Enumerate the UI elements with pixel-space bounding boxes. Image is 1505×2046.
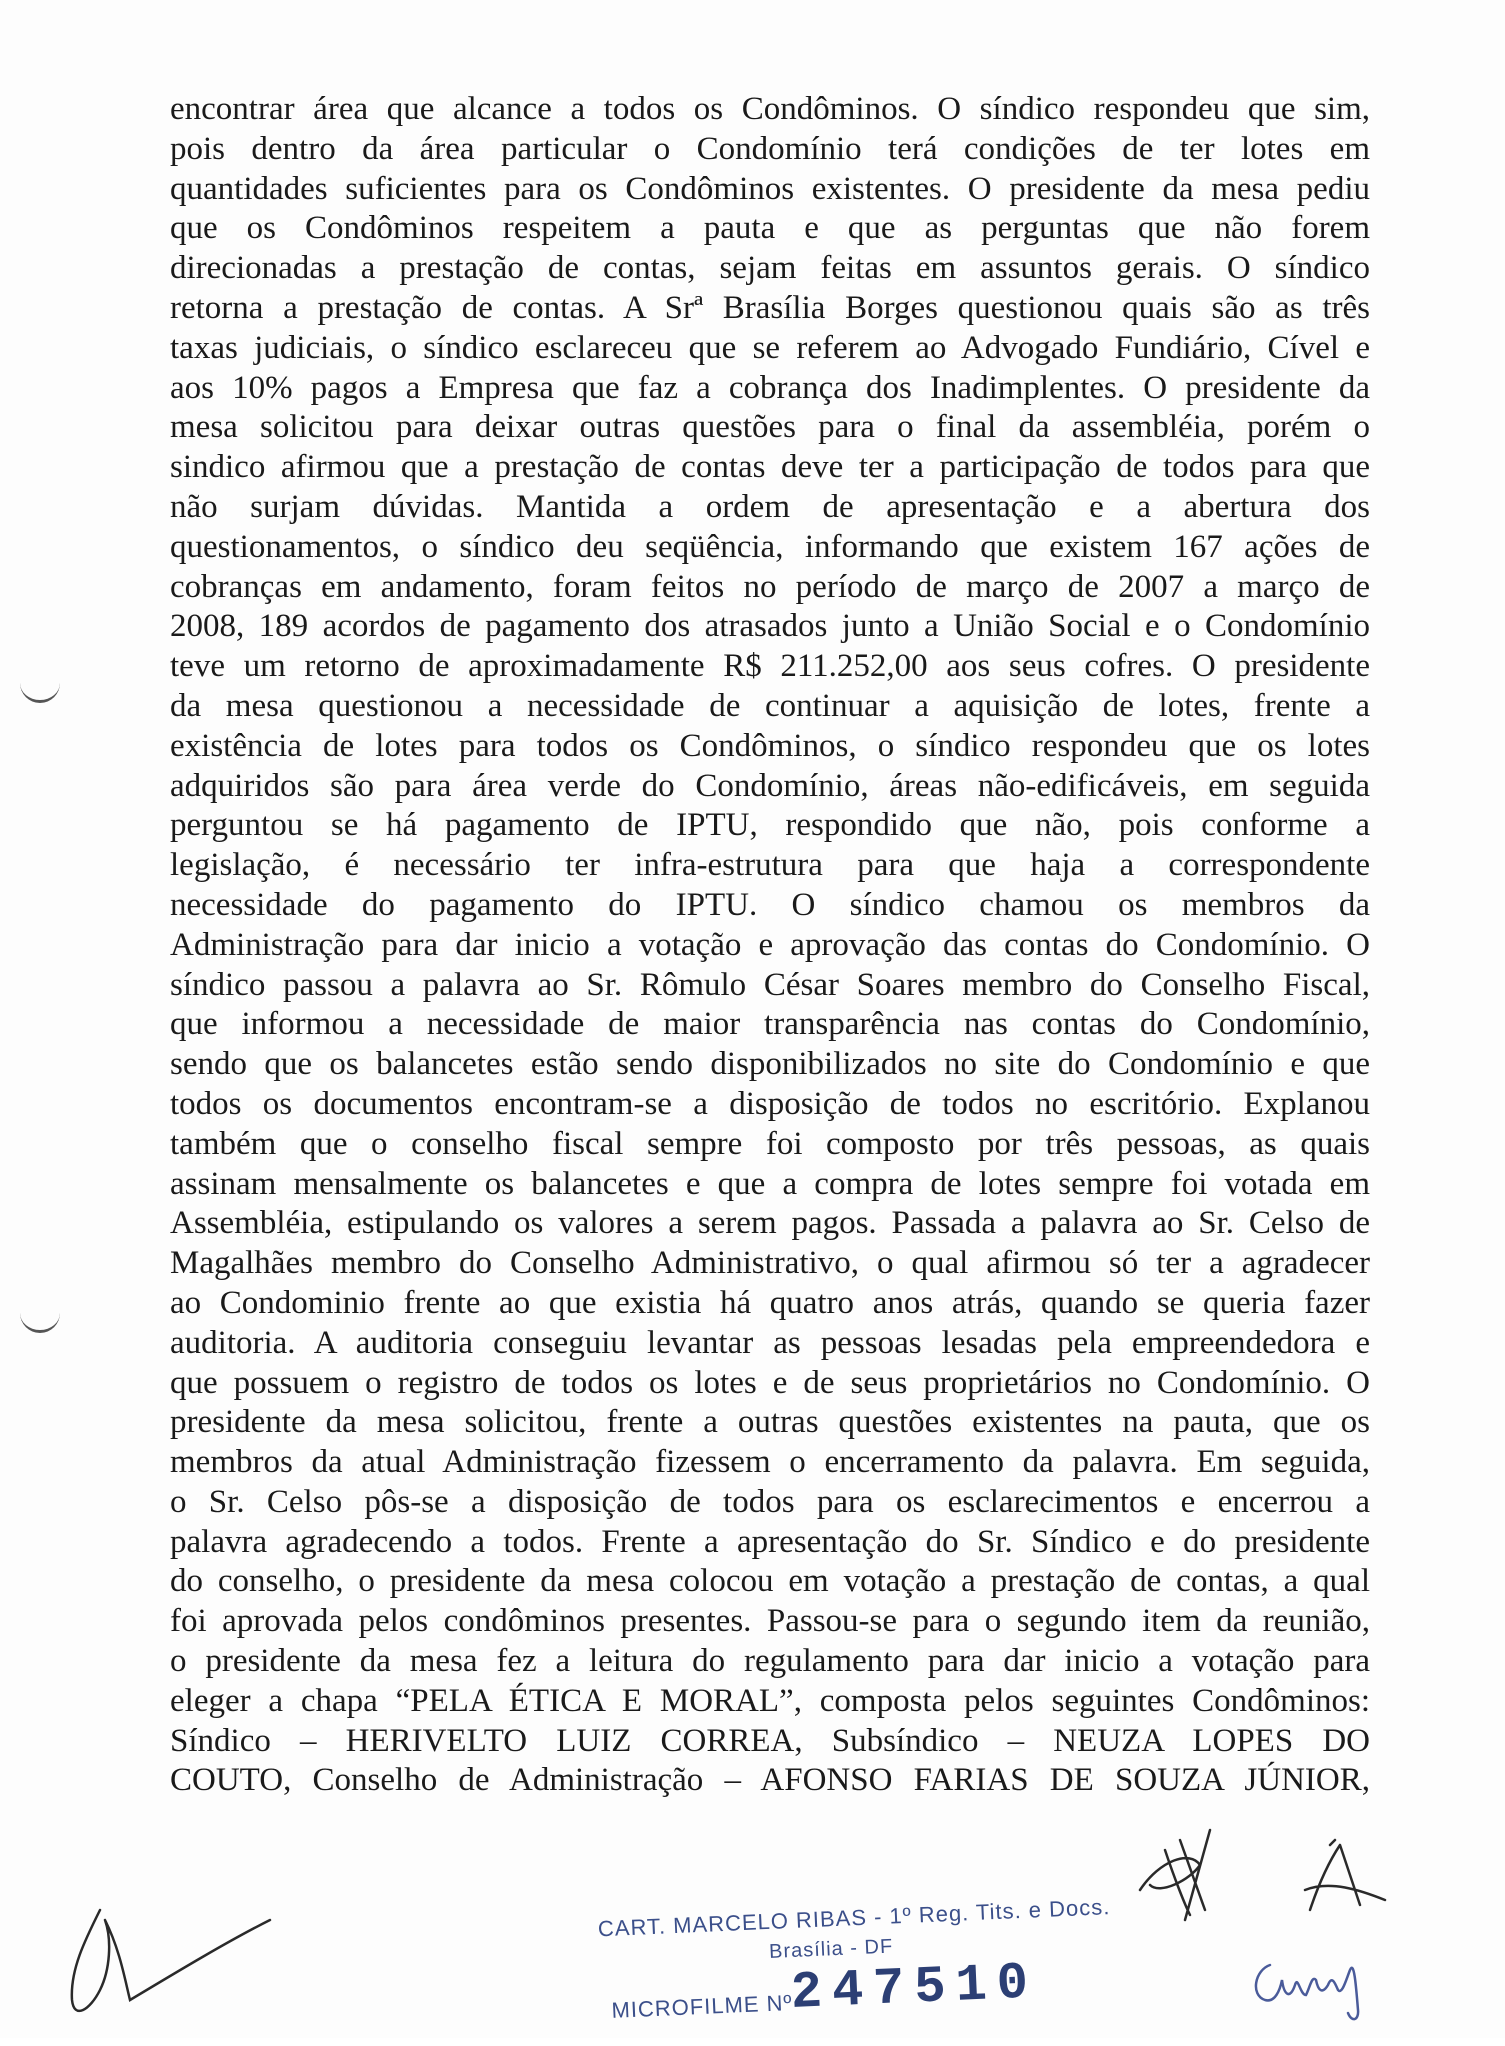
text-line: teve um retorno de aproximadamente R$ 211.252,00 aos seus cofres. O presidente [170,648,1370,685]
text-line: assinam mensalmente os balancetes e que a compra de lotes sempre foi votada em [170,1165,1370,1202]
text-line: não surjam dúvidas. Mantida a ordem de apresentação e a abertura dos [170,488,1370,525]
text-line: presidente da mesa solicitou, frente a outras questões existentes na pauta, que os [170,1404,1370,1441]
signature-left-icon [30,1880,290,2030]
signature-blue-icon [1240,1925,1420,2025]
text-line: mesa solicitou para deixar outras questões para o final da assembléia, porém o [170,409,1370,446]
text-line: perguntou se há pagamento de IPTU, respondido que não, pois conforme a [170,807,1370,844]
stamp-city: Brasília - DF [768,1935,894,1963]
text-line: Administração para dar inicio a votação e aprovação das contas do Condomínio. O [170,926,1370,963]
text-line: que os Condôminos respeitem a pauta e que as perguntas que não forem [170,210,1370,247]
text-line: cobranças em andamento, foram feitos no período de março de 2007 a março de [170,568,1370,605]
text-line: palavra agradecendo a todos. Frente a apresentação do Sr. Síndico e do presidente [170,1523,1370,1560]
text-line: foi aprovada pelos condôminos presentes. Passou-se para o segundo item da reunião, [170,1603,1370,1640]
punch-hole-mark [20,680,60,703]
signature-initials-icon [1130,1820,1290,1930]
registry-stamp [597,1894,1122,2046]
text-line: ao Condominio frente ao que existia há quatro anos atrás, quando se queria fazer [170,1284,1370,1321]
text-line: aos 10% pagos a Empresa que faz a cobrança dos Inadimplentes. O presidente da [170,369,1370,406]
text-line: direcionadas a prestação de contas, sejam feitas em assuntos gerais. O síndico [170,250,1370,287]
text-line: quantidades suficientes para os Condôminos existentes. O presidente da mesa pediu [170,170,1370,207]
text-line: síndico passou a palavra ao Sr. Rômulo César Soares membro do Conselho Fiscal, [170,966,1370,1003]
text-line: do conselho, o presidente da mesa colocou em votação a prestação de contas, a qual [170,1563,1370,1600]
text-line: pois dentro da área particular o Condomínio terá condições de ter lotes em [170,130,1370,167]
text-line: taxas judiciais, o síndico esclareceu que se referem ao Advogado Fundiário, Cível e [170,329,1370,366]
text-line: que possuem o registro de todos os lotes e de seus proprietários no Condomínio. O [170,1364,1370,1401]
document-body [170,90,1370,1801]
text-line: que informou a necessidade de maior transparência nas contas do Condomínio, [170,1006,1370,1043]
text-line: encontrar área que alcance a todos os Condôminos. O síndico respondeu que sim, [170,91,1370,127]
text-line: da mesa questionou a necessidade de continuar a aquisição de lotes, frente a [170,687,1370,724]
text-line: o presidente da mesa fez a leitura do regulamento para dar inicio a votação para [170,1643,1370,1680]
text-line: existência de lotes para todos os Condôminos, o síndico respondeu que os lotes [170,727,1370,764]
punch-hole-mark [20,1310,60,1333]
text-line: todos os documentos encontram-se a disposição de todos no escritório. Explanou [170,1085,1370,1122]
text-line: necessidade do pagamento do IPTU. O síndico chamou os membros da [170,886,1370,923]
text-line: Assembléia, estipulando os valores a serem pagos. Passada a palavra ao Sr. Celso de [170,1205,1370,1242]
text-line: retorna a prestação de contas. A Srª Brasília Borges questionou quais são as três [170,289,1370,326]
stamp-microfilm-label: MICROFILME Nº [610,1989,794,2023]
text-line: também que o conselho fiscal sempre foi composto por três pessoas, as quais [170,1125,1370,1162]
text-line: sendo que os balancetes estão sendo disponibilizados no site do Condomínio e que [170,1046,1370,1083]
text-line: COUTO, Conselho de Administração – AFONSO FARIAS DE SOUZA JÚNIOR, [170,1762,1370,1799]
text-line: adquiridos são para área verde do Condomínio, áreas não-edificáveis, em seguida [170,767,1370,804]
text-line: auditoria. A auditoria conseguiu levantar as pessoas lesadas pela empreendedora e [170,1324,1370,1361]
text-line: Magalhães membro do Conselho Administrativo, o qual afirmou só ter a agradecer [170,1245,1370,1282]
text-line: sindico afirmou que a prestação de contas deve ter a participação de todos para que [170,449,1370,486]
text-line: Síndico – HERIVELTO LUIZ CORREA, Subsíndico – NEUZA LOPES DO [170,1722,1370,1759]
text-line: questionamentos, o síndico deu seqüência, informando que existem 167 ações de [170,528,1370,565]
text-line: o Sr. Celso pôs-se a disposição de todos para os esclarecimentos e encerrou a [170,1483,1370,1520]
text-line: eleger a chapa “PELA ÉTICA E MORAL”, composta pelos seguintes Condôminos: [170,1682,1370,1719]
stamp-registry-name: CART. MARCELO RIBAS - 1º Reg. Tits. e Docs. [597,1894,1111,1942]
text-line: membros da atual Administração fizessem o encerramento da palavra. Em seguida, [170,1444,1370,1481]
stamp-microfilm-number: 247510 [789,1953,1040,2024]
signature-mark-icon [1290,1820,1420,1930]
text-line: legislação, é necessário ter infra-estrutura para que haja a correspondente [170,847,1370,884]
text-line: 2008, 189 acordos de pagamento dos atrasados junto a União Social e o Condomínio [170,608,1370,645]
